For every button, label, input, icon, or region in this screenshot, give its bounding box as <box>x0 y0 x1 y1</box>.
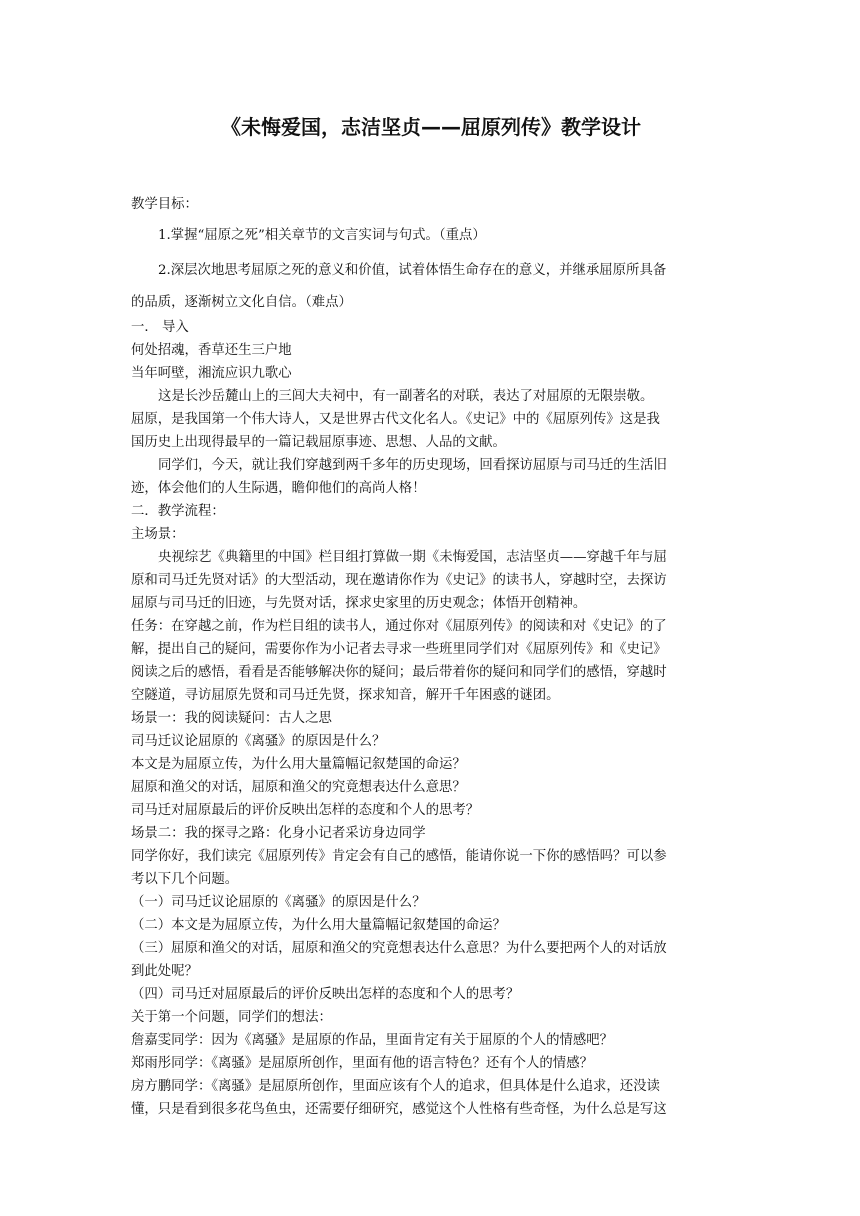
document-title: 《未悔爱国，志洁坚贞——屈原列传》教学设计 <box>221 115 641 139</box>
question-2: 本文是为屈原立传，为什么用大量篇幅记叙楚国的命运？ <box>131 757 466 772</box>
main-scene-line-3: 屈原与司马迁的旧迹，与先贤对话，探求史家里的历史观念；体悟开创精神。 <box>131 596 587 611</box>
main-scene-label: 主场景： <box>131 527 185 542</box>
interview-question-1: （一）司马迁议论屈原的《离骚》的原因是什么？ <box>131 895 426 910</box>
intro-paragraph-2-line-1: 同学们，今天，就让我们穿越到两千多年的历史现场，回看探访屈原与司马迁的生活旧 <box>158 458 667 473</box>
scene-1-title: 场景一：我的阅读疑问：古人之思 <box>131 711 332 726</box>
task-line-1: 任务：在穿越之前，作为栏目组的读书人，通过你对《屈原列传》的阅读和对《史记》的了 <box>131 619 667 634</box>
goals-heading: 教学目标： <box>131 197 198 212</box>
intro-paragraph-1-line-1: 这是长沙岳麓山上的三闾大夫祠中，有一副著名的对联，表达了对屈原的无限崇敬。 <box>158 389 654 404</box>
couplet-line-1: 何处招魂，香草还生三户地 <box>131 343 292 358</box>
interview-question-2: （二）本文是为屈原立传，为什么用大量篇幅记叙楚国的命运？ <box>131 918 506 933</box>
task-line-2: 解，提出自己的疑问，需要你作为小记者去寻求一些班里同学们对《屈原列传》和《史记》 <box>131 642 667 657</box>
question-1: 司马迁议论屈原的《离骚》的原因是什么？ <box>131 734 386 749</box>
intro-paragraph-1-line-3: 国历史上出现得最早的一篇记载屈原事迹、思想、人品的文献。 <box>131 435 506 450</box>
answer-3-line-1: 房方鹏同学：《离骚》是屈原所创作，里面应该有个人的追求，但具体是什么追求，还没读 <box>131 1079 660 1094</box>
process-heading: 二．教学流程： <box>131 504 225 519</box>
goal-2-line-2: 的品质，逐渐树立文化自信。（难点） <box>131 295 352 310</box>
question-4: 司马迁对屈原最后的评价反映出怎样的态度和个人的思考？ <box>131 803 480 818</box>
task-line-3: 阅读之后的感悟，看看是否能够解决你的疑问；最后带着你的疑问和同学们的感悟，穿越时 <box>131 665 667 680</box>
interview-question-3-line-1: （三）屈原和渔父的对话，屈原和渔父的究竟想表达什么意思？为什么要把两个人的对话放 <box>131 941 667 956</box>
task-line-4: 空隧道，寻访屈原先贤和司马迁先贤，探求知音，解开千年困惑的谜团。 <box>131 688 560 703</box>
main-scene-line-1: 央视综艺《典籍里的中国》栏目组打算做一期《未悔爱国，志洁坚贞——穿越千年与屈 <box>158 550 667 565</box>
question-3: 屈原和渔父的对话，屈原和渔父的究竟想表达什么意思？ <box>131 780 466 795</box>
goal-1: 1.掌握“屈原之死”相关章节的文言实词与句式。（重点） <box>158 228 486 243</box>
interview-prompt-line-1: 同学你好，我们读完《屈原列传》肯定会有自己的感悟，能请你说一下你的感悟吗？可以参 <box>131 849 667 864</box>
answer-2: 郑雨彤同学：《离骚》是屈原所创作，里面有他的语言特色？还有个人的情感？ <box>131 1056 593 1071</box>
interview-question-4: （四）司马迁对屈原最后的评价反映出怎样的态度和个人的思考？ <box>131 987 520 1002</box>
interview-prompt-line-2: 考以下几个问题。 <box>131 872 239 887</box>
answer-1: 詹嘉雯同学：因为《离骚》是屈原的作品，里面肯定有关于屈原的个人的情感吧？ <box>131 1033 614 1048</box>
answers-heading: 关于第一个问题，同学们的想法： <box>131 1010 332 1025</box>
intro-paragraph-1-line-2: 屈原，是我国第一个伟大诗人，又是世界古代文化名人。《史记》中的《屈原列传》这是我 <box>131 412 660 427</box>
answer-3-line-2: 懂，只是看到很多花鸟鱼虫，还需要仔细研究，感觉这个人性格有些奇怪，为什么总是写这 <box>131 1102 667 1117</box>
scene-2-title: 场景二：我的探寻之路：化身小记者采访身边同学 <box>131 826 426 841</box>
intro-paragraph-2-line-2: 迹，体会他们的人生际遇，瞻仰他们的高尚人格！ <box>131 481 426 496</box>
goal-2-line-1: 2.深层次地思考屈原之死的意义和价值，试着体悟生命存在的意义，并继承屈原所具备 <box>158 263 667 278</box>
document-body <box>131 193 731 1121</box>
couplet-line-2: 当年呵壁，湘流应识九歌心 <box>131 366 292 381</box>
main-scene-line-2: 原和司马迁先贤对话》的大型活动，现在邀请你作为《史记》的读书人，穿越时空，去探访 <box>131 573 667 588</box>
interview-question-3-line-2: 到此处呢？ <box>131 964 198 979</box>
intro-heading: 一． 导入 <box>131 320 189 335</box>
